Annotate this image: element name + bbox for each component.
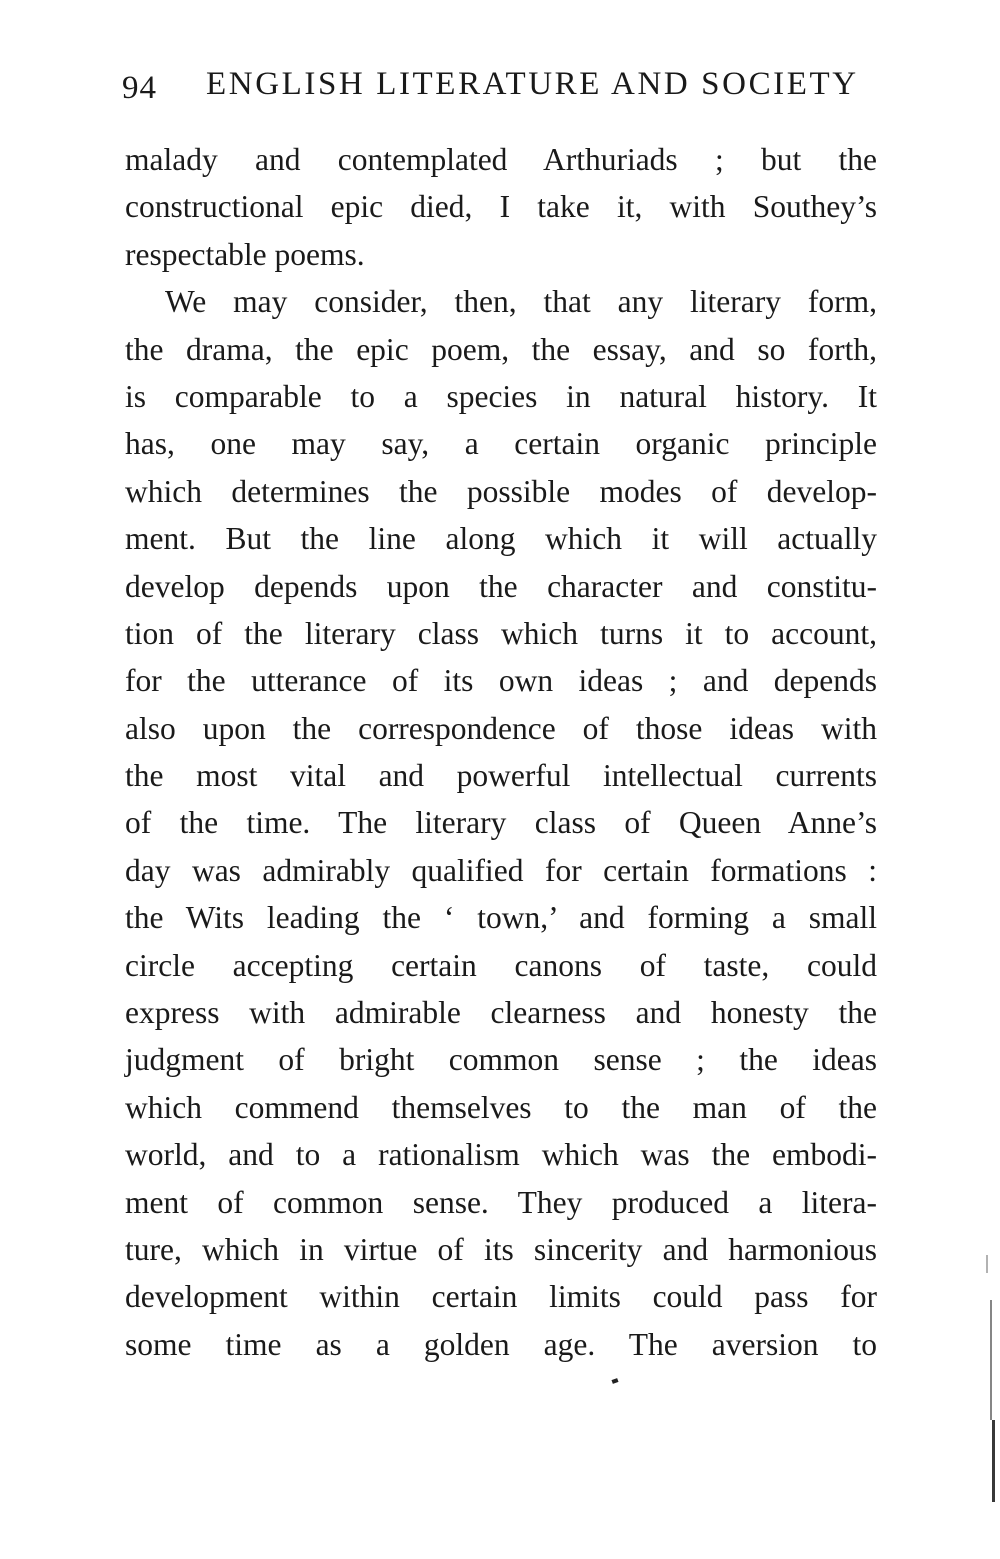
running-title: ENGLISH LITERATURE AND SOCIETY bbox=[206, 66, 859, 102]
text-line: express with admirable clearness and honesty the bbox=[125, 995, 877, 1031]
text-line: world, and to a rationalism which was the embodi- bbox=[125, 1137, 877, 1173]
text-line: day was admirably qualified for certain formations : bbox=[125, 852, 877, 888]
text-line: respectable poems. bbox=[125, 236, 365, 272]
text-line: of the time. The literary class of Queen Anne’s bbox=[125, 805, 877, 841]
text-line: the most vital and powerful intellectual currents bbox=[125, 758, 877, 794]
text-line: judgment of bright common sense ; the ideas bbox=[125, 1042, 877, 1078]
text-line: ment. But the line along which it will actually bbox=[125, 521, 877, 557]
scan-speck bbox=[611, 1378, 618, 1384]
text-line: has, one may say, a certain organic principle bbox=[125, 426, 877, 462]
body-text bbox=[125, 136, 877, 1368]
paragraph bbox=[125, 136, 877, 278]
scan-margin-mark bbox=[990, 1300, 992, 1420]
scan-margin-mark bbox=[986, 1255, 988, 1273]
text-line: is comparable to a species in natural history. It bbox=[125, 378, 877, 414]
paragraph bbox=[125, 278, 877, 1368]
text-line: for the utterance of its own ideas ; and depends bbox=[125, 663, 877, 699]
text-line: circle accepting certain canons of taste, could bbox=[125, 947, 877, 983]
text-line: ture, which in virtue of its sincerity and harmonious bbox=[125, 1231, 877, 1267]
scan-margin-mark bbox=[992, 1420, 995, 1502]
page-number: 94 bbox=[122, 70, 157, 106]
text-line: the Wits leading the ‘ town,’ and forming a small bbox=[125, 900, 877, 936]
running-header bbox=[122, 66, 877, 116]
text-line: constructional epic died, I take it, with Southey’s bbox=[125, 189, 877, 225]
text-line: development within certain limits could pass for bbox=[125, 1279, 877, 1315]
text-line: which commend themselves to the man of the bbox=[125, 1089, 877, 1125]
text-line: ment of common sense. They produced a litera- bbox=[125, 1184, 877, 1220]
text-line: also upon the correspondence of those ideas with bbox=[125, 710, 877, 746]
text-line: We may consider, then, that any literary form, bbox=[165, 284, 877, 320]
text-line: which determines the possible modes of develop- bbox=[125, 473, 877, 509]
text-line: the drama, the epic poem, the essay, and so forth, bbox=[125, 331, 877, 367]
text-line: some time as a golden age. The aversion to bbox=[125, 1326, 877, 1362]
text-line: tion of the literary class which turns it to account, bbox=[125, 615, 877, 651]
text-line: develop depends upon the character and constitu- bbox=[125, 568, 877, 604]
text-line: malady and contemplated Arthuriads ; but the bbox=[125, 142, 877, 177]
